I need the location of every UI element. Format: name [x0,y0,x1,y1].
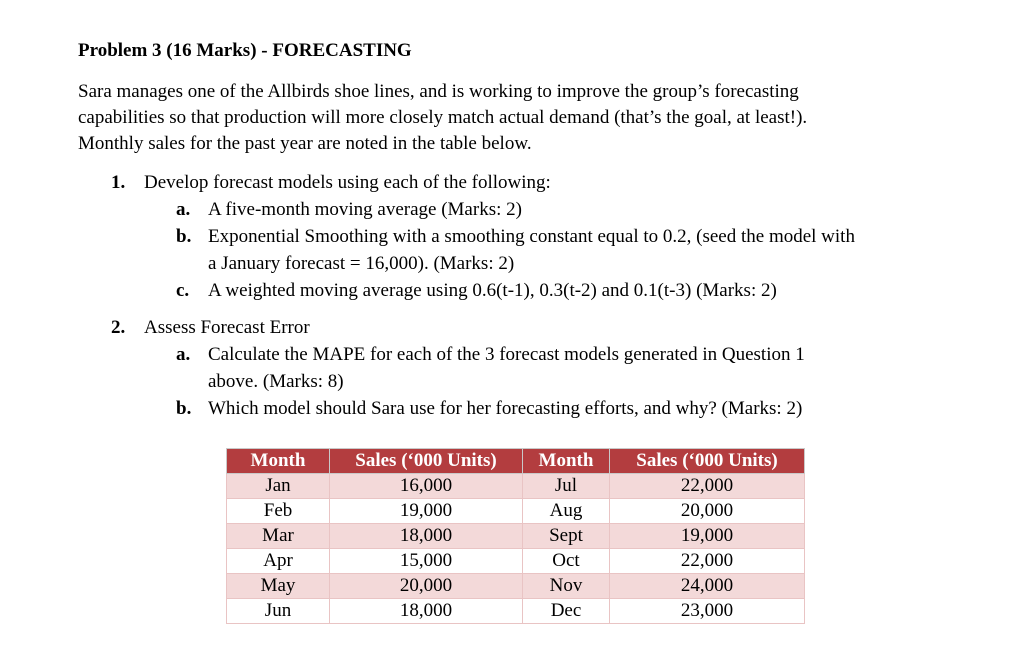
column-header: Month [227,449,330,474]
sales-cell: 20,000 [330,574,523,599]
item-text: above. (Marks: 8) [208,371,344,392]
item-text: Which model should Sara use for her forecasting efforts, and why? (Marks: 2) [208,398,803,419]
table-row [227,549,805,574]
column-header: Sales (‘000 Units) [330,449,523,474]
item-text: A five-month moving average (Marks: 2) [208,199,522,220]
question-number: 1. [111,172,126,193]
table-row [227,474,805,499]
month-cell: Jan [227,474,330,499]
table-row [227,574,805,599]
item-text: a January forecast = 16,000). (Marks: 2) [208,253,515,274]
item-letter: a. [176,199,191,220]
item-text: Exponential Smoothing with a smoothing constant equal to 0.2, (seed the model with [208,226,855,247]
item-text: A weighted moving average using 0.6(t-1), 0.3(t-2) and 0.1(t-3) (Marks: 2) [208,280,777,301]
month-cell: Feb [227,499,330,524]
question-number: 2. [111,317,126,338]
month-cell: Dec [523,599,610,624]
sales-cell: 18,000 [330,599,523,624]
intro-line: Monthly sales for the past year are noted in the table below. [78,133,532,154]
problem-title: Problem 3 (16 Marks) - FORECASTING [78,40,412,61]
month-cell: Oct [523,549,610,574]
month-cell: Nov [523,574,610,599]
sales-cell: 19,000 [330,499,523,524]
month-cell: Aug [523,499,610,524]
month-cell: Jul [523,474,610,499]
sales-cell: 15,000 [330,549,523,574]
problem-intro [78,79,958,157]
sales-cell: 22,000 [610,549,805,574]
sales-cell: 22,000 [610,474,805,499]
table-row [227,499,805,524]
month-cell: Sept [523,524,610,549]
item-letter: c. [176,280,190,301]
sales-cell: 18,000 [330,524,523,549]
sales-cell: 23,000 [610,599,805,624]
monthly-sales-table [226,448,805,624]
month-cell: Jun [227,599,330,624]
item-letter: a. [176,344,191,365]
question-text: Assess Forecast Error [144,317,310,338]
item-letter: b. [176,398,192,419]
sales-cell: 20,000 [610,499,805,524]
sales-cell: 16,000 [330,474,523,499]
column-header: Month [523,449,610,474]
month-cell: Mar [227,524,330,549]
sales-cell: 24,000 [610,574,805,599]
month-cell: Apr [227,549,330,574]
intro-line: Sara manages one of the Allbirds shoe lines, and is working to improve the group’s forecasting [78,81,799,102]
table-row [227,524,805,549]
item-letter: b. [176,226,192,247]
item-text: Calculate the MAPE for each of the 3 forecast models generated in Question 1 [208,344,805,365]
intro-line: capabilities so that production will more closely match actual demand (that’s the goal, at least!). [78,107,808,128]
table-row [227,599,805,624]
sales-cell: 19,000 [610,524,805,549]
table-header-row [227,449,805,474]
column-header: Sales (‘000 Units) [610,449,805,474]
question-text: Develop forecast models using each of the following: [144,172,551,193]
month-cell: May [227,574,330,599]
